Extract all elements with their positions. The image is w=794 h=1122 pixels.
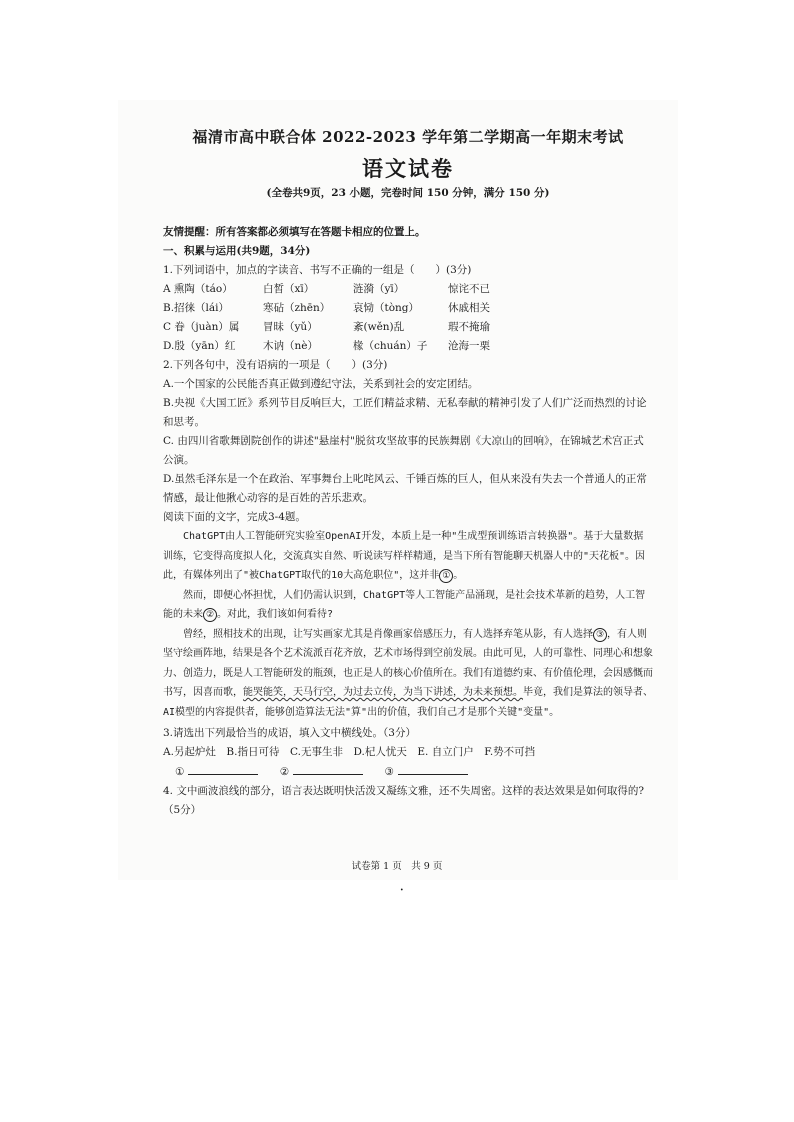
q1-d-2: 木讷（nè）	[263, 340, 318, 352]
q2-option-c: C. 由四川省歌舞剧院创作的讲述"悬崖村"脱贫攻坚故事的民族舞剧《大凉山的回响》，在锦城艺术宫正式公演。	[163, 435, 644, 466]
q1-a-1: A 熏陶（táo）	[163, 283, 233, 295]
q3-blank-2-label: ②	[279, 766, 290, 778]
section-heading: 一、积累与运用(共9题，34分)	[163, 245, 311, 257]
scan-dot: •	[400, 887, 404, 894]
reminder-text: 友情提醒：所有答案都必须填写在答题卡相应的位置上。	[163, 226, 426, 238]
q1-d-4: 沧海一栗	[448, 340, 490, 352]
p1-text: ChatGPT由人工智能研究实验室OpenAI开发，本质上是一种"生成型预训练语言转换器"。基于大量数据训练，它变得高度拟人化，交流真实自然、听说读写样样精通，是当下所有智能聊天机器人中的"天花板"。因此，有媒体列出了"被ChatGPT取代的10大高危职位"，这并非	[163, 531, 646, 581]
question-1-stem: 1.下列词语中，加点的字读音、书写不正确的一组是（ ）(3分)	[163, 264, 472, 276]
blank-marker-3: ③	[593, 628, 607, 642]
p3-text-b: ，有人则坚守绘画阵地，结果是各个艺术流派百花齐放，艺术市场得到空前发展。由此可见，人的可靠性、同理心和想象力、创造力，既是人工智能研发的瓶颈，也正是人的核心价值所在。我们有道德约束、有价值伦理，会因感慨而书写，因喜而歌，	[163, 628, 653, 698]
wavy-underlined-text: 能哭能笑，天马行空，为过去立传，为当下讲述，为未来预想。	[243, 687, 523, 698]
passage-paragraph-1	[163, 527, 653, 586]
q1-a-4: 惊诧不已	[448, 283, 490, 295]
exam-page	[163, 128, 653, 820]
q1-c-2: 冒昧（yǔ）	[263, 321, 318, 333]
p3-text-c: 毕竟，我们是算法的领导者、AI模型的内容提供者，能够创造算法无法"算"出的价值，我们自己才是那个关键"变量"。	[163, 687, 653, 718]
q1-b-4: 休戚相关	[448, 302, 490, 314]
q2-option-d: D.虽然毛泽东是一个在政治、军事舞台上叱咤风云、千锤百炼的巨人，但从来没有失去一个普通人的正常情感，最让他揪心动容的是百姓的苦乐悲欢。	[163, 473, 647, 504]
q3-blank-1[interactable]	[188, 762, 258, 775]
q1-b-2: 寒砧（zhēn）	[263, 302, 331, 314]
q3-answer-blanks	[163, 762, 653, 782]
q1-c-4: 瑕不掩瑜	[448, 321, 490, 333]
q1-option-row-b	[163, 299, 653, 318]
q3-options: A.另起炉灶 B.指日可待 C.无事生非 D.杞人忧天 E. 自立门户 F.势不可挡	[163, 746, 536, 758]
exam-note: (全卷共9页，23 小题，完卷时间 150 分钟，满分 150 分)	[266, 187, 550, 199]
paper-subtitle: 语文试卷	[362, 156, 454, 181]
page-footer: 试卷第 1 页 共 9 页	[351, 861, 443, 872]
q3-blank-3-label: ③	[384, 766, 394, 778]
blank-marker-1: ①	[439, 569, 453, 583]
exam-title: 福清市高中联合体 2022-2023 学年第二学期高一年期末考试	[192, 128, 624, 146]
question-3-stem: 3.请选出下列最恰当的成语，填入文中横线处。（3分）	[163, 727, 416, 739]
q3-blank-3[interactable]	[398, 762, 468, 775]
p1-end: 。	[453, 570, 464, 581]
passage-paragraph-2	[163, 586, 653, 625]
q1-a-3: 涟漪（yī）	[353, 283, 405, 295]
q1-a-2: 白皙（xī）	[263, 283, 315, 295]
q1-b-3: 哀恸（tòng）	[353, 302, 420, 314]
q1-option-row-c	[163, 318, 653, 337]
p3-text-a: 曾经，照相技术的出现，让写实画家尤其是肖像画家倍感压力，有人选择弃笔从影，有人选择	[183, 628, 593, 640]
blank-marker-2: ②	[203, 608, 217, 622]
reading-intro: 阅读下面的文字，完成3-4题。	[163, 511, 306, 523]
p2-text: 然而，即便心怀担忧，人们仍需认识到，ChatGPT等人工智能产品涌现，是社会技术革新的趋势，人工智能的未来	[163, 589, 646, 620]
question-4-stem: 4. 文中画波浪线的部分，语言表达既明快活泼又凝练文雅，还不失周密。这样的表达效果是如何取得的?（5分）	[163, 785, 644, 816]
q1-option-row-d	[163, 337, 653, 356]
passage-paragraph-3	[163, 625, 653, 723]
q1-c-3: 紊(wěn)乱	[353, 321, 405, 333]
p2-end: 。对此，我们该如何看待?	[217, 609, 334, 620]
q2-option-a: A.一个国家的公民能否真正做到遵纪守法，关系到社会的安定团结。	[163, 378, 479, 390]
q2-option-b: B.央视《大国工匠》系列节目反响巨大，工匠们精益求精、无私奉献的精神引发了人们广泛而热烈的讨论和思考。	[163, 397, 647, 428]
q1-d-3: 椽（chuán）子	[353, 340, 428, 352]
question-2-stem: 2.下列各句中，没有语病的一项是（ ）(3分)	[163, 359, 388, 371]
q3-blank-2[interactable]	[293, 762, 363, 775]
q3-blank-1-label: ①	[175, 766, 185, 778]
q1-b-1: B.招徕（lái）	[163, 302, 230, 314]
q1-option-row-a	[163, 280, 653, 299]
q1-d-1: D.殷（yān）红	[163, 340, 236, 352]
q1-c-1: C 眷（juàn）属	[163, 321, 240, 333]
